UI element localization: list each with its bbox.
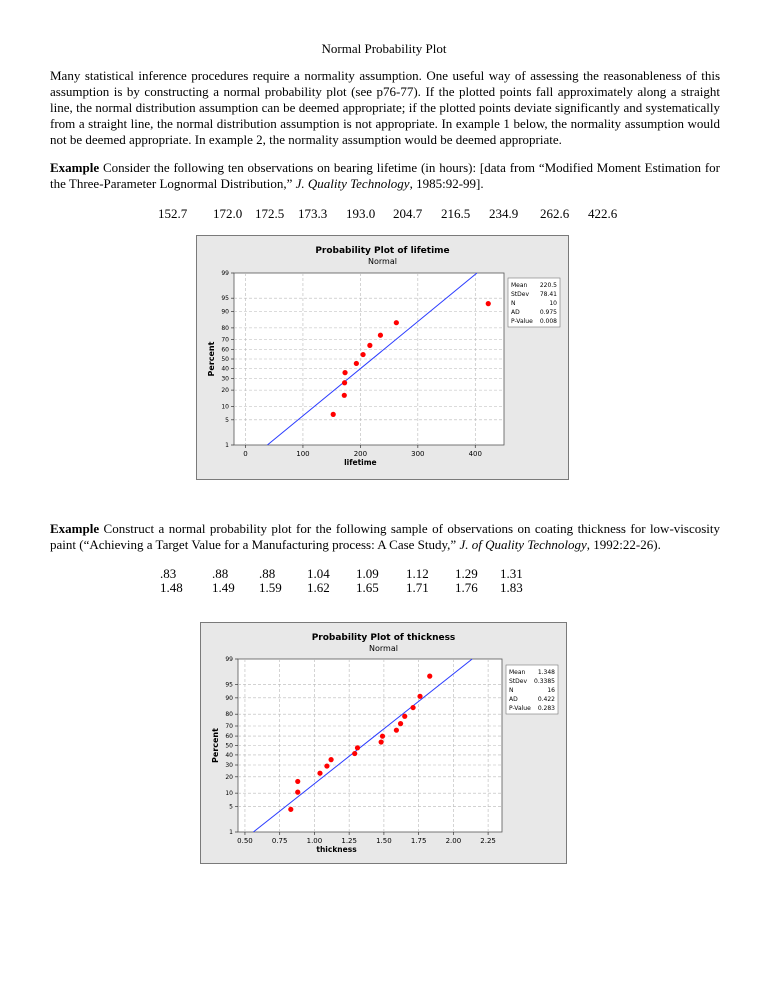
- observation-value: 216.5: [441, 206, 471, 221]
- observation-value: 1.71: [406, 580, 429, 595]
- chart-title: Probability Plot of thickness: [311, 633, 456, 643]
- data-point: [288, 807, 293, 812]
- x-tick-label: 2.00: [445, 837, 462, 845]
- observation-value: 1.62: [307, 580, 330, 595]
- x-axis-label: thickness: [316, 845, 357, 854]
- data-point: [378, 333, 383, 338]
- x-tick-label: 2.25: [480, 837, 496, 845]
- data-point: [295, 779, 300, 784]
- x-tick-label: 100: [296, 450, 310, 458]
- observation-value: 1.65: [356, 580, 379, 595]
- example2-label: Example: [50, 521, 100, 536]
- y-tick-label: 40: [221, 365, 229, 373]
- y-tick-label: 1: [225, 442, 229, 449]
- data-point: [410, 705, 415, 710]
- stat-label: StDev: [511, 291, 530, 298]
- example2-text: Construct a normal probability plot for the following sample of observations on coating thickness for low-viscosity paint (“Achieving a Target Value for a Manufacturing process: A Case Study,”: [50, 521, 720, 552]
- observation-value: 1.49: [212, 580, 235, 595]
- stat-value: 0.283: [537, 705, 555, 712]
- data-point: [379, 739, 384, 744]
- y-tick-label: 80: [221, 324, 229, 332]
- data-point: [342, 393, 347, 398]
- x-tick-label: 1.00: [306, 837, 323, 845]
- stat-label: StDev: [509, 678, 528, 685]
- x-tick-label: 0: [243, 450, 248, 458]
- lifetime-probability-plot: [196, 235, 569, 480]
- data-point: [427, 674, 432, 679]
- data-point: [394, 320, 399, 325]
- observation-value: 1.59: [259, 580, 282, 595]
- page-title: Normal Probability Plot: [321, 41, 447, 56]
- data-point: [354, 361, 359, 366]
- observation-value: 1.76: [455, 580, 478, 595]
- y-tick-label: 30: [221, 375, 229, 383]
- stat-value: 0.008: [539, 318, 557, 325]
- example2-journal: J. of Quality Technology: [459, 537, 587, 552]
- data-point: [367, 343, 372, 348]
- stat-label: N: [509, 687, 514, 694]
- observation-value: 172.0: [213, 206, 243, 221]
- y-tick-label: 20: [225, 773, 233, 781]
- observation-value: 193.0: [346, 206, 376, 221]
- observation-value: 1.29: [455, 566, 478, 581]
- data-point: [352, 751, 357, 756]
- y-tick-label: 10: [221, 403, 229, 411]
- data-point: [328, 757, 333, 762]
- x-tick-label: 1.50: [376, 837, 392, 845]
- example1-text: Consider the following ten observations on bearing lifetime (in hours): [data from “Modified Moment Estimation for the Three-Parameter Lognormal Distribution,”: [50, 160, 720, 191]
- observation-value: 1.83: [500, 580, 523, 595]
- data-point: [324, 763, 329, 768]
- example2-text-end: , 1992:22-26).: [586, 537, 661, 552]
- x-tick-label: 0.50: [237, 837, 253, 845]
- stat-value: 0.975: [539, 309, 557, 316]
- stat-value: 16: [547, 687, 555, 694]
- x-axis-label: lifetime: [344, 458, 377, 467]
- stat-label: P-Value: [511, 318, 533, 325]
- observation-value: 234.9: [489, 206, 519, 221]
- y-tick-label: 30: [225, 761, 233, 769]
- thickness-observations-row2: [0, 580, 768, 596]
- stat-value: 0.422: [537, 696, 555, 703]
- observation-value: 1.04: [307, 566, 330, 581]
- y-tick-label: 95: [221, 295, 229, 303]
- stat-value: 0.3385: [534, 678, 555, 685]
- y-tick-label: 5: [229, 803, 233, 811]
- observation-value: 1.09: [356, 566, 379, 581]
- stat-value: 220.5: [539, 282, 557, 289]
- observation-value: 172.5: [255, 206, 285, 221]
- chart-subtitle: Normal: [369, 644, 398, 653]
- observation-value: 262.6: [540, 206, 570, 221]
- x-tick-label: 200: [353, 450, 368, 458]
- stat-label: P-Value: [509, 705, 531, 712]
- y-tick-label: 1: [229, 829, 233, 836]
- x-tick-label: 400: [468, 450, 482, 458]
- observation-value: 1.12: [406, 566, 429, 581]
- observation-value: 1.48: [160, 580, 183, 595]
- stat-value: 1.348: [537, 669, 555, 676]
- data-point: [486, 301, 491, 306]
- y-axis-label: Percent: [207, 341, 216, 377]
- stat-value: 78.41: [539, 291, 557, 298]
- y-tick-label: 90: [221, 308, 229, 316]
- chart-subtitle: Normal: [368, 257, 397, 266]
- stats-legend: [508, 278, 560, 327]
- y-tick-label: 50: [225, 742, 233, 750]
- data-point: [394, 728, 399, 733]
- y-tick-label: 99: [225, 656, 233, 663]
- y-tick-label: 95: [225, 681, 233, 689]
- data-point: [295, 790, 300, 795]
- data-point: [417, 694, 422, 699]
- example1-paragraph: [50, 160, 720, 192]
- x-tick-label: 1.25: [341, 837, 357, 845]
- data-point: [380, 734, 385, 739]
- y-tick-label: 40: [225, 751, 233, 759]
- x-tick-label: 0.75: [271, 837, 288, 845]
- observation-value: 422.6: [588, 206, 618, 221]
- observation-value: 152.7: [158, 206, 188, 221]
- stat-label: AD: [511, 309, 520, 316]
- stat-label: Mean: [511, 282, 528, 289]
- y-tick-label: 99: [221, 270, 229, 277]
- y-tick-label: 70: [221, 336, 229, 344]
- observation-value: 1.31: [500, 566, 523, 581]
- thickness-probability-plot: [200, 622, 567, 864]
- stat-label: N: [511, 300, 516, 307]
- data-point: [331, 412, 336, 417]
- x-tick-label: 1.75: [410, 837, 427, 845]
- y-tick-label: 50: [221, 356, 229, 363]
- observation-value: .88: [212, 566, 229, 581]
- y-tick-label: 10: [225, 790, 233, 798]
- y-tick-label: 80: [225, 711, 233, 719]
- y-axis-label: Percent: [211, 728, 220, 763]
- data-point: [355, 745, 360, 750]
- stats-legend: [506, 665, 558, 714]
- observation-value: .88: [259, 566, 276, 581]
- example1-label: Example: [50, 160, 100, 175]
- data-point: [342, 380, 347, 385]
- lifetime-observations: [0, 206, 768, 222]
- observation-value: .83: [160, 566, 177, 581]
- y-tick-label: 70: [225, 723, 233, 731]
- stat-label: Mean: [509, 669, 526, 676]
- example1-text-end: , 1985:92-99].: [409, 176, 484, 191]
- observation-value: 173.3: [298, 206, 328, 221]
- data-point: [398, 721, 403, 726]
- example1-journal: J. Quality Technology: [295, 176, 410, 191]
- example2-paragraph: [50, 521, 720, 553]
- x-tick-label: 300: [411, 450, 425, 458]
- data-point: [317, 771, 322, 776]
- stat-value: 10: [549, 300, 557, 307]
- data-point: [342, 370, 347, 375]
- y-tick-label: 90: [225, 694, 233, 702]
- y-tick-label: 60: [221, 346, 229, 354]
- stat-label: AD: [509, 696, 518, 703]
- data-point: [360, 352, 365, 357]
- data-point: [402, 714, 407, 719]
- intro-paragraph: Many statistical inference procedures require a normality assumption. One useful way of assessing the reasonableness of this assumption is by constructing a normal probability plot (see p76-77). If the plotted points fall approximately along a straight line, the normal distribution assumption can be deemed appropriate; if the plotted points deviate significantly and systematically from a straight line, the normal distribution assumption is not appropriate. In example 1 below, the normality assumption would not be deemed appropriate. In example 2, the normality assumption would be deemed appropriate.: [50, 68, 720, 147]
- y-tick-label: 5: [225, 416, 229, 424]
- chart-title: Probability Plot of lifetime: [315, 246, 450, 256]
- y-tick-label: 20: [221, 387, 229, 395]
- y-tick-label: 60: [225, 733, 233, 741]
- observation-value: 204.7: [393, 206, 423, 221]
